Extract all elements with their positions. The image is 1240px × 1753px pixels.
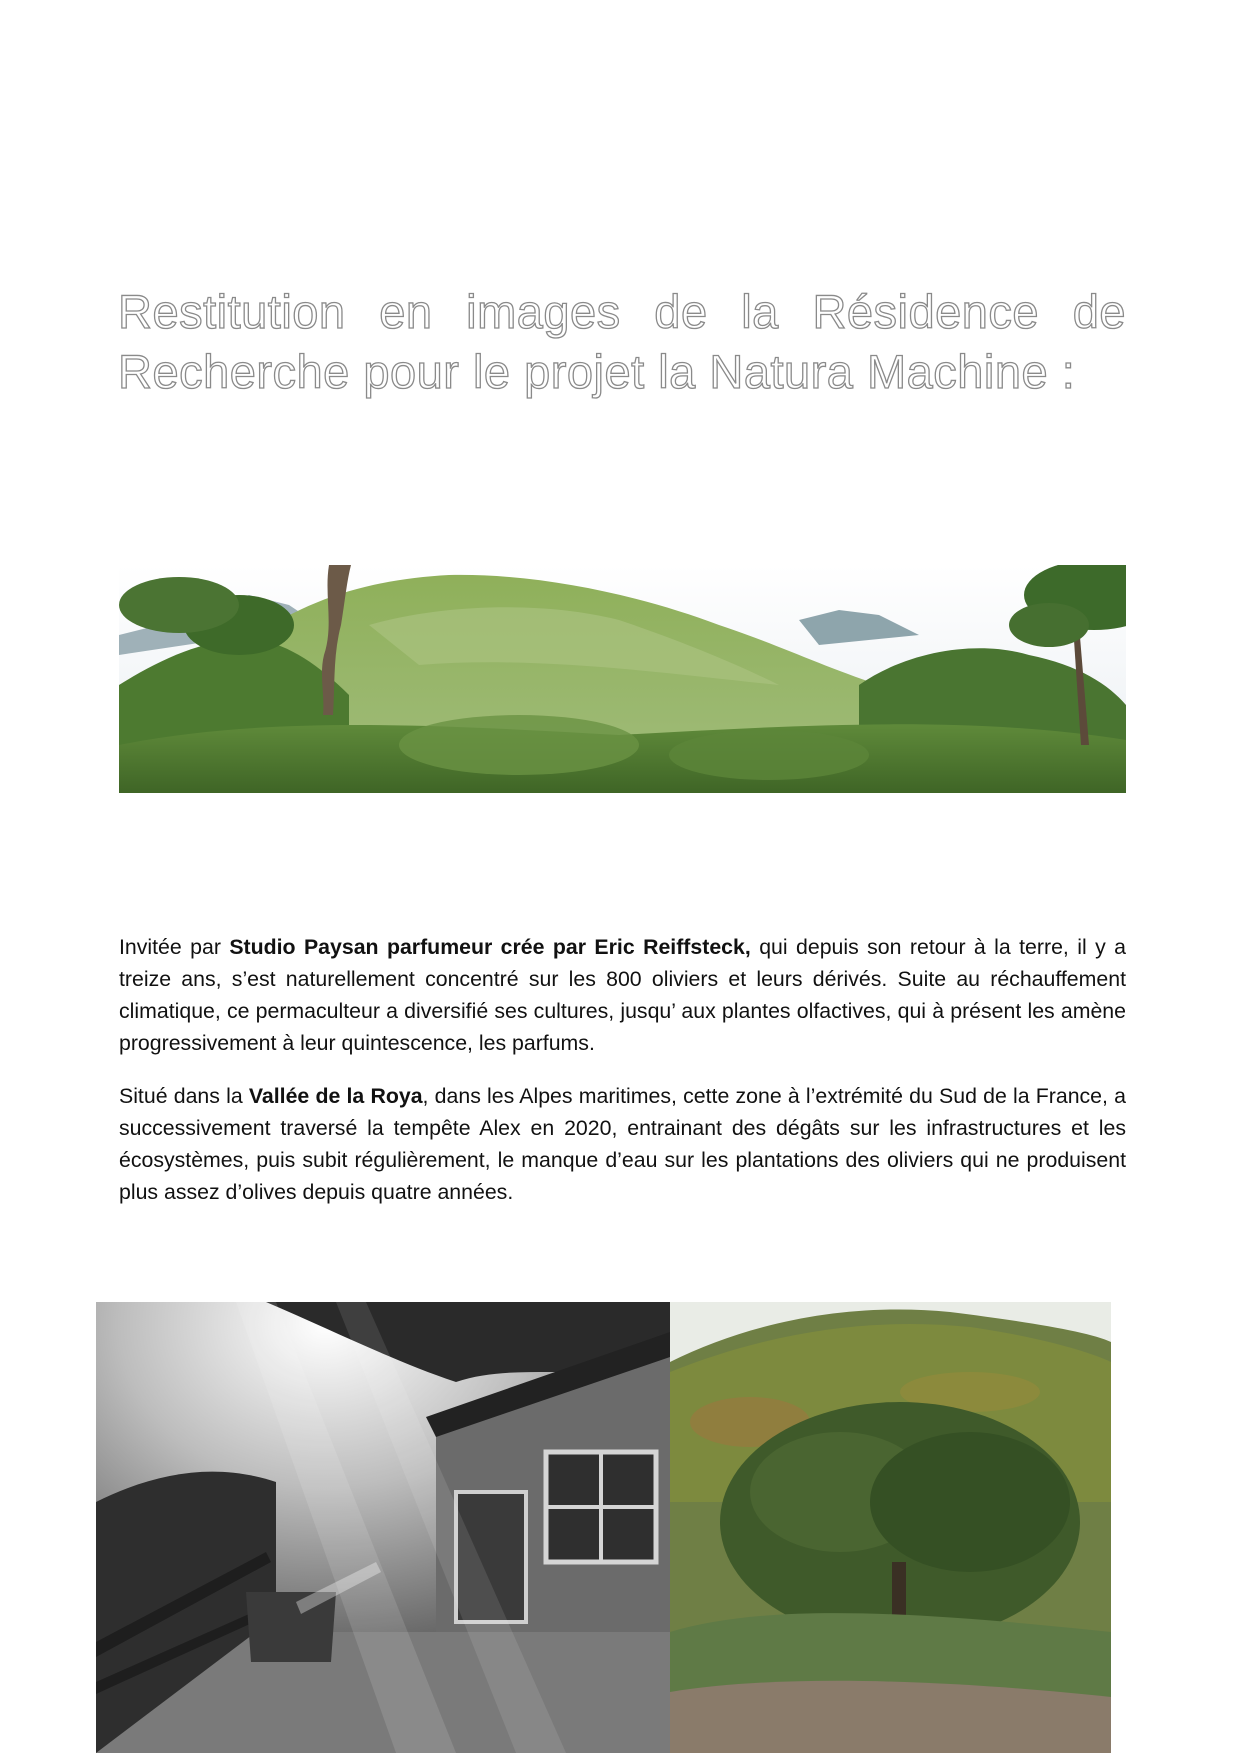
mountain-panorama-image	[119, 565, 1126, 793]
para1-text-1: Invitée par	[119, 935, 230, 959]
intro-paragraph	[119, 931, 1126, 1059]
para2-text-2: , dans les Alpes maritimes, cette zone à l’extrémité du Sud de la France, a successivement traversé la tempête Alex en 2020, entrainant des dégâts sur les infrastructures et les écosystèmes, puis subit régulièrement, le manque d’eau sur les plantations des oliviers qui ne produisent plus assez d’olives depuis quatre années.	[119, 1084, 1126, 1204]
title-line-1: Restitution en images de la Résidence de	[118, 285, 1126, 338]
studio-paysan-name: Studio Paysan parfumeur crée par Eric Reiffsteck,	[229, 935, 751, 959]
para2-text-1: Situé dans la	[119, 1084, 249, 1108]
location-paragraph	[119, 1080, 1126, 1208]
cabin-terrace-photo	[96, 1302, 670, 1753]
para1-text-2: qui depuis son retour à la terre, il y a treize ans, s’est naturellement concentré sur les 800 oliviers et leurs dérivés. Suite au réchauffement climatique, ce permaculteur a diversifié ses cultures, jusqu’ aux plantes olfactives, qui à présent les amène progressivement à leur quintescence, les parfums.	[119, 935, 1126, 1055]
pine-hillside-photo	[670, 1302, 1111, 1753]
vallee-roya-name: Vallée de la Roya	[248, 1084, 423, 1108]
title-line-2: Recherche pour le projet la Natura Machine :	[118, 345, 1076, 398]
document-title	[118, 282, 1126, 402]
